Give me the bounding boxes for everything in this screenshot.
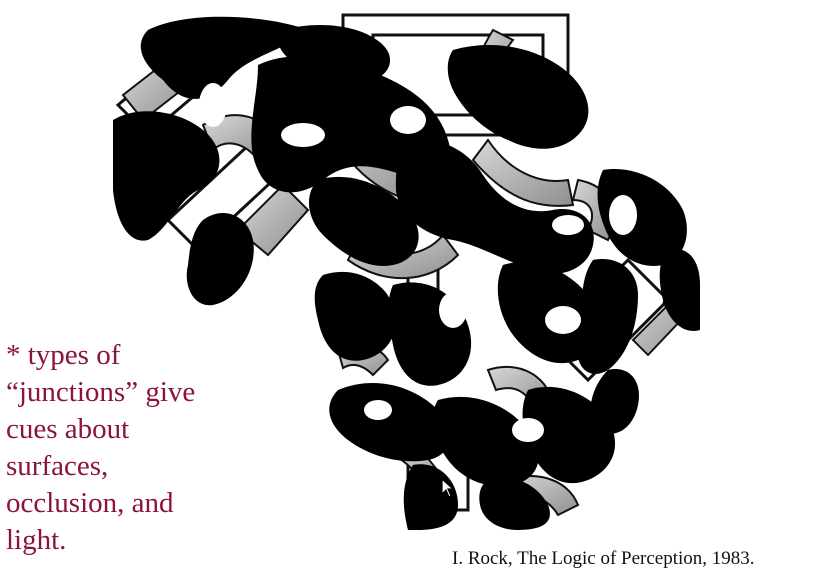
note-line-2: “junctions” give [6, 376, 196, 408]
note-line-6: light. [6, 524, 67, 556]
note-line-3: cues about [6, 413, 130, 445]
note-line-5: occlusion, and [6, 487, 174, 519]
junctions-note [6, 337, 236, 559]
mouse-pointer-icon [441, 478, 455, 503]
note-line-4: surfaces, [6, 450, 109, 482]
note-line-1: * types of [6, 339, 121, 371]
figure-caption: I. Rock, The Logic of Perception, 1983. [452, 548, 755, 569]
